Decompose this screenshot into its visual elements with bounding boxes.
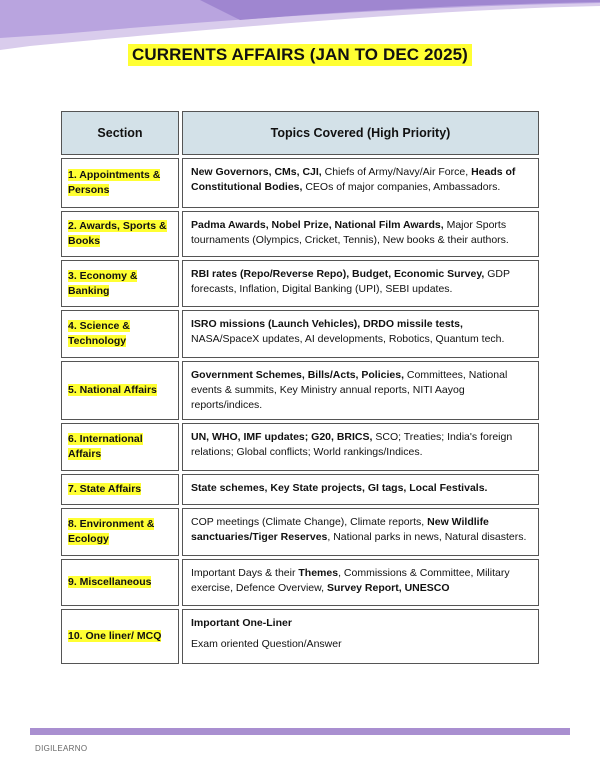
section-cell xyxy=(61,559,179,606)
topics-table xyxy=(58,108,542,667)
table-row xyxy=(61,158,539,208)
topic-text: , Commissions & Committee, Military exercise, Defence Overview, xyxy=(191,567,510,594)
section-cell xyxy=(61,158,179,208)
topics-cell xyxy=(182,609,539,664)
table-row xyxy=(61,361,539,420)
topic-text-bold: Themes xyxy=(298,567,339,579)
topics-cell xyxy=(182,260,539,307)
topic-text-bold: Government Schemes, Bills/Acts, Policies, xyxy=(191,369,404,381)
topics-cell xyxy=(182,158,539,208)
header-section: Section xyxy=(61,111,179,155)
table-row xyxy=(61,559,539,606)
table-row xyxy=(61,211,539,257)
table-header-row xyxy=(61,111,539,155)
topic-text: Committees, National events & summits, Key Ministry annual reports, NITI Aayog reports/indices. xyxy=(191,369,508,411)
bottom-accent-bar xyxy=(30,728,570,735)
topic-text: Exam oriented Question/Answer xyxy=(191,638,342,650)
topic-text-bold: RBI rates (Repo/Reverse Repo), Budget, Economic Survey, xyxy=(191,268,485,280)
topics-cell xyxy=(182,559,539,606)
topic-text-bold: Heads of Constitutional Bodies, xyxy=(191,166,516,193)
topic-text: NASA/SpaceX updates, AI developments, Robotics, Quantum tech. xyxy=(191,333,505,345)
section-label: 10. One liner/ MCQ xyxy=(68,630,162,642)
table-row xyxy=(61,310,539,358)
section-label: 2. Awards, Sports & Books xyxy=(68,220,167,247)
table-row xyxy=(61,609,539,664)
topic-text-bold: State schemes, Key State projects, GI tags, Local Festivals. xyxy=(191,482,488,494)
topics-cell xyxy=(182,474,539,505)
section-label: 8. Environment & Ecology xyxy=(68,518,155,545)
topics-cell xyxy=(182,310,539,358)
section-cell xyxy=(61,310,179,358)
section-cell xyxy=(61,508,179,556)
topic-text-bold: New Wildlife sanctuaries/Tiger Reserves xyxy=(191,516,489,543)
topic-text: Major Sports tournaments (Olympics, Cricket, Tennis), New books & their authors. xyxy=(191,219,509,246)
topics-cell xyxy=(182,508,539,556)
topic-text-bold: Important One-Liner xyxy=(191,617,292,629)
topic-text: Important Days & their xyxy=(191,567,299,579)
topic-text: COP meetings (Climate Change), Climate reports, xyxy=(191,516,428,528)
topic-text-bold: ISRO missions (Launch Vehicles), DRDO missile tests, xyxy=(191,318,463,330)
topic-text-bold: UN, WHO, IMF updates; G20, BRICS, xyxy=(191,431,373,443)
section-label: 5. National Affairs xyxy=(68,384,157,396)
topic-text-bold: New Governors, CMs, CJI, xyxy=(191,166,322,178)
section-label: 7. State Affairs xyxy=(68,483,142,495)
topics-cell xyxy=(182,211,539,257)
topic-text: CEOs of major companies, Ambassadors. xyxy=(302,181,501,193)
table-row xyxy=(61,508,539,556)
section-cell xyxy=(61,211,179,257)
section-cell xyxy=(61,609,179,664)
section-cell xyxy=(61,474,179,505)
section-label: 4. Science & Technology xyxy=(68,320,130,347)
section-label: 6. International Affairs xyxy=(68,433,143,460)
section-label: 9. Miscellaneous xyxy=(68,576,152,588)
section-label: 3. Economy & Banking xyxy=(68,269,138,297)
section-cell xyxy=(61,361,179,420)
topic-text-bold: Survey Report, UNESCO xyxy=(326,582,450,594)
footer-brand: DIGILEARNO xyxy=(35,744,88,753)
topics-cell xyxy=(182,361,539,420)
table-row xyxy=(61,260,539,307)
section-cell xyxy=(61,260,179,307)
section-cell xyxy=(61,423,179,471)
page-title: CURRENTS AFFAIRS (JAN TO DEC 2025) xyxy=(128,44,472,66)
table-row xyxy=(61,423,539,471)
topic-text: Chiefs of Army/Navy/Air Force, xyxy=(321,166,472,178)
topic-text-bold: Padma Awards, Nobel Prize, National Film Awards, xyxy=(191,219,444,231)
topic-text: GDP forecasts, Inflation, Digital Banking (UPI), SEBI updates. xyxy=(191,268,510,295)
topics-cell xyxy=(182,423,539,471)
topic-text: SCO; Treaties; India's foreign relations; Global conflicts; World rankings/Indices. xyxy=(191,431,513,458)
topic-text: , National parks in news, Natural disasters. xyxy=(327,531,527,543)
section-label: 1. Appointments & Persons xyxy=(68,169,161,196)
table-row xyxy=(61,474,539,505)
header-topics: Topics Covered (High Priority) xyxy=(182,111,539,155)
